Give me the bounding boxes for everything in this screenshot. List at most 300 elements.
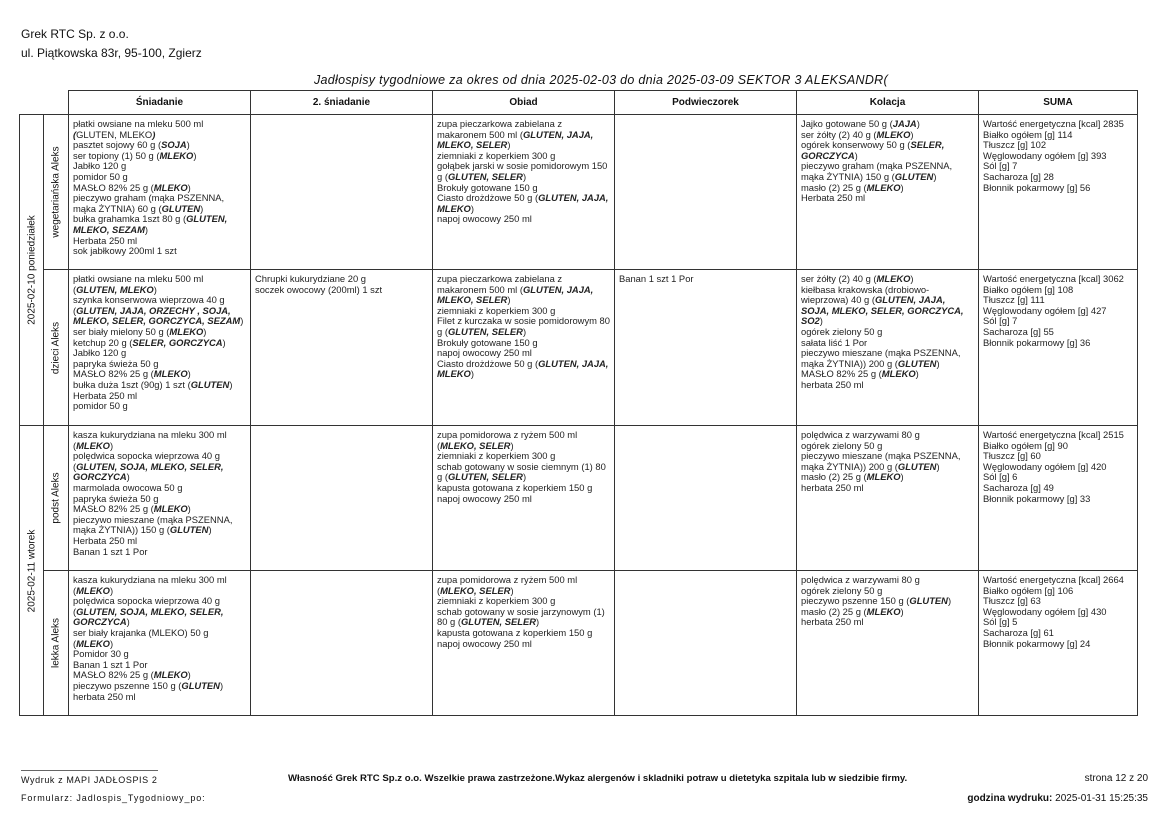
meal-item-text: kasza kukurydziana na mleku 300 ml ( — [73, 429, 227, 451]
meal-item-text: pieczywo mieszane (mąka PSZENNA, mąka ŻYTNIA)) 150 g ( — [73, 513, 233, 536]
meal-item-text: ) — [187, 503, 191, 515]
column-header-suma: SUMA — [979, 91, 1138, 115]
meal-item-text: pieczywo pszenne 150 g ( — [73, 679, 182, 691]
meal-item — [801, 285, 974, 327]
meal-item-text: Sól [g] 5 — [983, 616, 1018, 628]
meal-item-text: ) — [187, 368, 191, 380]
day-cell — [20, 426, 44, 716]
allergen-list: MLEKO, SELER — [440, 439, 511, 451]
meal-item-text: Jabłko 120 g — [73, 160, 127, 172]
column-header-sniadanie: Śniadanie — [69, 91, 251, 115]
meal-item-text: MASŁO 82% 25 g ( — [801, 368, 882, 380]
meal-item — [801, 161, 974, 182]
meal-item-text: Herbata 250 ml — [73, 389, 138, 401]
meal-item-text: ) — [240, 315, 244, 327]
company-header — [21, 25, 202, 63]
meal-item-text: Wartość energetyczna [kcal] 2835 — [983, 118, 1124, 129]
meal-item-text: Białko ogółem [g] 108 — [983, 283, 1074, 295]
meal-item-text: herbata 250 ml — [801, 481, 864, 493]
meal-item-text: soczek owocowy (200ml) 1 szt — [255, 283, 383, 295]
allergen-list: GLUTEN — [909, 595, 948, 607]
meal-cell-obiad — [433, 571, 615, 716]
meal-item — [437, 161, 610, 182]
ownership-note: Własność Grek RTC Sp.z o.o. Wszelkie prawa zastrzeżone.Wykaz alergenów i skladniki potraw u dietetyka szpitala lub w siedzibie firmy. — [288, 773, 908, 784]
meal-item — [73, 628, 246, 649]
meal-item-text: ) — [819, 315, 823, 327]
nutrition-value — [983, 183, 1133, 194]
meal-item-text: MASŁO 82% 25 g ( — [73, 181, 154, 193]
nutrition-value — [983, 338, 1133, 349]
meal-item — [73, 193, 246, 214]
allergen-list: GLUTEN, SOJA, MLEKO, SELER, GORCZYCA — [73, 605, 224, 628]
allergen-list: GLUTEN — [190, 378, 230, 390]
meal-item-text: ) — [219, 679, 224, 691]
meal-item — [437, 430, 610, 451]
meal-item-text: pieczywo pszenne 150 g ( — [801, 595, 910, 607]
allergen-list: GLUTEN, SOJA, MLEKO, SELER, GORCZYCA — [73, 460, 224, 483]
meal-item-text: Herbata 250 ml — [73, 534, 138, 546]
allergen-list: MLEKO — [881, 368, 916, 380]
meal-item-text: ) — [522, 170, 527, 182]
meal-item — [73, 401, 246, 412]
meal-item — [619, 274, 792, 285]
diet-label: podst Aleks — [50, 472, 62, 524]
meal-item-text: Błonnik pokarmowy [g] 24 — [983, 637, 1091, 649]
allergen-list: GLUTEN — [894, 170, 934, 182]
meal-item-text: masło (2) 25 g ( — [801, 181, 867, 193]
meal-item-text: marmolada owocowa 50 g — [73, 481, 183, 493]
footer-print-info — [21, 770, 206, 804]
meal-item-text: MASŁO 82% 25 g ( — [73, 669, 154, 681]
meal-item-text: ser biały mielony 50 g ( — [73, 325, 170, 337]
diet-cell — [44, 571, 69, 716]
meal-item-text: Węglowodany ogółem [g] 420 — [983, 460, 1107, 472]
meal-item-text: ) — [854, 149, 858, 161]
allergen-list: MLEKO, SELER — [440, 584, 511, 596]
meal-item-text: ser żółty (2) 40 g ( — [801, 273, 877, 284]
meal-cell-kolacja — [797, 270, 979, 426]
meal-item-text: Wartość energetyczna [kcal] 3062 — [983, 273, 1124, 284]
meal-item — [73, 246, 246, 257]
meal-item-text: ogórek zielony 50 g — [801, 439, 883, 451]
meal-item-text: szynka konserwowa wieprzowa 40 g ( — [73, 294, 225, 316]
meal-item — [73, 596, 246, 628]
meal-item — [437, 575, 610, 596]
meal-item — [437, 119, 610, 151]
meal-item-text: ) — [203, 325, 207, 337]
meal-item-text: ) — [915, 368, 919, 380]
meal-item — [73, 692, 246, 703]
allergen-list: GLUTEN, JAJA, MLEKO — [437, 192, 609, 214]
meal-item-text: ) — [900, 181, 904, 193]
meal-item-text: ) — [900, 605, 904, 617]
meal-cell-sniadanie — [69, 426, 251, 571]
day-cell — [20, 115, 44, 426]
meal-item-text: Sacharoza [g] 61 — [983, 626, 1054, 638]
meal-item-text: sok jabłkowy 200ml 1 szt — [73, 245, 177, 257]
meal-item-text: Jabłko 120 g — [73, 347, 127, 359]
meal-item-text: ) — [522, 471, 527, 483]
table-row — [20, 270, 1138, 426]
allergen-list: MLEKO — [876, 273, 911, 284]
day-label: 2025-02-10 poniedziałek — [26, 215, 37, 325]
meal-item-text: ser żółty (2) 40 g ( — [801, 128, 877, 140]
meal-item-text: ) — [507, 139, 511, 151]
allergen-list: GLUTEN — [161, 202, 201, 214]
diet-cell — [44, 426, 69, 571]
form-name: Formularz: Jadlospis_Tygodniowy_po: — [21, 793, 206, 803]
meal-item — [437, 316, 610, 337]
meal-item-text: ser topiony (1) 50 g ( — [73, 149, 160, 161]
meal-item — [801, 483, 974, 494]
meal-item-text: ) — [900, 471, 904, 483]
meal-item-text: Filet z kurczaka w sosie pomidorowym 80 g ( — [437, 315, 610, 337]
meal-item-text: ) — [507, 294, 511, 306]
allergen-list: MLEKO — [866, 605, 901, 617]
meal-item — [73, 430, 246, 451]
meal-item-text: pieczywo graham (mąka PSZENNA, mąka ŻYTNIA) 60 g ( — [73, 192, 225, 214]
meal-item — [73, 295, 246, 327]
meal-item-text: gołąbek jarski w sosie pomidorowym 150 g ( — [437, 160, 608, 182]
meal-item-text: schab gotowany w sosie ciemnym (1) 80 g ( — [437, 460, 606, 483]
meal-item-text: Błonnik pokarmowy [g] 33 — [983, 492, 1091, 504]
meal-item-text: Jajko gotowane 50 g ( — [801, 118, 893, 129]
meal-item — [801, 617, 974, 628]
table-row — [20, 426, 1138, 571]
meal-cell-drugie-sniadanie — [251, 270, 433, 426]
meal-item-text: Sacharoza [g] 49 — [983, 481, 1054, 493]
allergen-list: GLUTEN, JAJA, MLEKO, SELER — [437, 283, 594, 306]
meal-item-text: Ciasto drożdżowe 50 g ( — [437, 357, 539, 369]
meal-item-text: Białko ogółem [g] 90 — [983, 439, 1068, 451]
meal-item-text: ) — [470, 202, 474, 214]
nutrition-summary-cell — [979, 426, 1138, 571]
meal-cell-obiad — [433, 426, 615, 571]
meal-item-text: Tłuszcz [g] 60 — [983, 450, 1041, 462]
meal-item-text: polędwica sopocka wieprzowa 40 g ( — [73, 450, 220, 472]
meal-item-text: Brokuły gotowane 150 g — [437, 336, 538, 348]
meal-item-text: Węglowodany ogółem [g] 430 — [983, 605, 1107, 617]
meal-item-text: napoj owocowy 250 ml — [437, 492, 532, 504]
meal-item-text: napoj owocowy 250 ml — [437, 637, 532, 649]
allergen-list: MLEKO — [76, 439, 110, 451]
meal-item-text: ) — [109, 584, 114, 596]
meal-item-text: pasztet sojowy 60 g ( — [73, 139, 162, 151]
meal-item-text: sałata liść 1 Por — [801, 336, 868, 348]
allergen-list: GLUTEN — [181, 679, 220, 691]
allergen-list: MLEKO — [76, 637, 110, 649]
meal-item-text: ) — [470, 368, 474, 380]
allergen-list: GLUTEN, SELER — [447, 170, 523, 182]
meal-item-text: Banan 1 szt 1 Por — [619, 273, 694, 284]
column-header-kolacja: Kolacja — [797, 91, 979, 115]
meal-item-text: ) — [910, 128, 914, 140]
meal-item — [801, 380, 974, 391]
meal-item-text: ) — [222, 336, 226, 348]
meal-item-text: napoj owocowy 250 ml — [437, 213, 532, 225]
allergen-list: MLEKO — [866, 181, 901, 193]
meal-item-text: ketchup 20 g ( — [73, 336, 133, 348]
nutrition-summary-cell — [979, 270, 1138, 426]
meal-item — [73, 547, 246, 558]
meal-item — [73, 575, 246, 596]
meal-item — [73, 274, 246, 295]
allergen-list: GLUTEN, JAJA, MLEKO, SELER — [437, 128, 594, 151]
meal-item-text: ) — [200, 202, 204, 214]
meal-item-text: ) — [510, 439, 514, 451]
diet-label: wegetariańska Aleks — [50, 146, 62, 238]
meal-item-text: masło (2) 25 g ( — [801, 605, 867, 617]
allergen-list: MLEKO — [169, 325, 204, 337]
meal-item-text: Pomidor 30 g — [73, 648, 129, 660]
meal-item — [437, 214, 610, 225]
meal-cell-sniadanie — [69, 571, 251, 716]
allergen-list: SOJA — [161, 139, 187, 151]
meal-item-text: Banan 1 szt 1 Por — [73, 545, 148, 557]
nutrition-value — [983, 494, 1133, 505]
meal-item-text: zupa pomidorowa z ryżem 500 ml ( — [437, 574, 578, 596]
meal-item-text: herbata 250 ml — [801, 378, 864, 390]
meal-item-text: Tłuszcz [g] 111 — [983, 294, 1045, 306]
meal-item-text: ) — [144, 223, 148, 235]
allergen-list: GLUTEN — [897, 460, 937, 472]
meal-item-text: polędwica sopocka wieprzowa 40 g ( — [73, 595, 220, 617]
meal-item-text: ) — [229, 378, 233, 390]
meal-item-text: ) — [187, 669, 191, 681]
print-time — [967, 793, 1148, 804]
meal-item-text: Herbata 250 ml — [73, 234, 138, 246]
allergen-list: ) — [152, 128, 156, 140]
meal-item-text: MASŁO 82% 25 g ( — [73, 368, 154, 380]
meal-item-text: ) — [522, 325, 527, 337]
meal-cell-kolacja — [797, 426, 979, 571]
meal-item-text: płatki owsiane na mleku 500 ml — [73, 118, 204, 129]
meal-item-text: ) — [126, 616, 130, 628]
meal-item-text: ) — [186, 139, 190, 151]
meal-item-text: ) — [187, 181, 191, 193]
meal-item-text: Białko ogółem [g] 114 — [983, 128, 1073, 140]
meal-item — [437, 639, 610, 650]
meal-item-text: zupa pomidorowa z ryżem 500 ml ( — [437, 429, 578, 451]
table-header-row — [20, 91, 1138, 115]
meal-item — [437, 274, 610, 306]
nutrition-summary-cell — [979, 571, 1138, 716]
meal-item-text: zupa pieczarkowa zabielana z makaronem 500 ml ( — [437, 273, 563, 295]
meal-cell-obiad — [433, 270, 615, 426]
diet-cell — [44, 115, 69, 270]
meal-item — [437, 462, 610, 483]
meal-cell-podwieczorek — [615, 115, 797, 270]
meal-item-text: bułka duża 1szt (90g) 1 szt ( — [73, 378, 191, 390]
meal-item-text: Sól [g] 7 — [983, 160, 1018, 172]
company-address: ul. Piątkowska 83r, 95-100, Zgierz — [21, 46, 202, 60]
allergen-list: GLUTEN — [169, 524, 209, 536]
column-header-obiad: Obiad — [433, 91, 615, 115]
meal-item-text: herbata 250 ml — [801, 616, 864, 628]
allergen-list: GLUTEN, JAJA, MLEKO — [437, 357, 609, 380]
meal-item-text: Sacharoza [g] 55 — [983, 325, 1054, 337]
meal-item — [437, 494, 610, 505]
allergen-list: ( — [73, 128, 77, 140]
meal-item-text: ) — [109, 439, 114, 451]
diet-label: dzieci Aleks — [50, 321, 62, 374]
meal-item-text: Sól [g] 6 — [983, 471, 1018, 483]
page-title: Jadłospisy tygodniowe za okres od dnia 2025-02-03 do dnia 2025-03-09 SEKTOR 3 ALEKSANDR( — [314, 73, 888, 87]
meal-item-text: schab gotowany w sosie jarzynowym (1) 80 g ( — [437, 605, 605, 628]
meal-item — [73, 515, 246, 536]
diet-cell — [44, 270, 69, 426]
allergen-list: GLUTEN — [897, 357, 937, 369]
meal-cell-obiad — [433, 115, 615, 270]
meal-item-text: ) — [936, 357, 940, 369]
meal-item-text: Błonnik pokarmowy [g] 56 — [983, 181, 1091, 193]
meal-item-text: ziemniaki z koperkiem 300 g — [437, 149, 556, 161]
meal-cell-drugie-sniadanie — [251, 115, 433, 270]
meal-item-text: pomidor 50 g — [73, 400, 128, 412]
meal-item-text: MASŁO 82% 25 g ( — [73, 503, 154, 515]
meal-item — [255, 285, 428, 296]
meal-item-text: ) — [910, 273, 914, 284]
meal-item — [801, 451, 974, 472]
diet-label: lekka Aleks — [50, 617, 62, 669]
meal-item-text: Tłuszcz [g] 63 — [983, 595, 1041, 607]
meal-item — [801, 193, 974, 204]
meal-item-text: napoj owocowy 250 ml — [437, 347, 532, 359]
allergen-list: JAJA — [892, 118, 917, 129]
meal-cell-kolacja — [797, 115, 979, 270]
allergen-list: GLUTEN, SELER — [460, 616, 536, 628]
meal-item-text: ) — [933, 170, 937, 182]
meal-item-text: ogórek zielony 50 g — [801, 325, 883, 337]
meal-cell-kolacja — [797, 571, 979, 716]
meal-item — [801, 140, 974, 161]
meal-item-text: ogórek konserwowy 50 g ( — [801, 139, 911, 151]
table-row — [20, 115, 1138, 270]
meal-item-text: Ciasto drożdżowe 50 g ( — [437, 192, 539, 204]
meal-item-text: ziemniaki z koperkiem 300 g — [437, 450, 556, 462]
column-header-drugie-sniadanie: 2. śniadanie — [251, 91, 433, 115]
print-time-label: godzina wydruku: — [967, 793, 1053, 804]
meal-item-text: pieczywo mieszane (mąka PSZENNA, mąka ŻYTNIA)) 200 g ( — [801, 450, 961, 472]
allergen-list: MLEKO — [153, 669, 188, 681]
meal-item-text: Banan 1 szt 1 Por — [73, 658, 148, 670]
meal-item-text: ) — [536, 616, 540, 628]
meal-item-text: ) — [947, 595, 952, 607]
meal-item-text: ) — [126, 471, 130, 483]
meal-item — [801, 348, 974, 369]
meal-item-text: ogórek zielony 50 g — [801, 584, 883, 596]
meal-item-text: Sacharoza [g] 28 — [983, 170, 1054, 182]
meal-item-text: Węglowodany ogółem [g] 393 — [983, 149, 1107, 161]
meal-item — [437, 607, 610, 628]
meal-item-text: papryka świeża 50 g — [73, 492, 159, 504]
meal-item-text: Wartość energetyczna [kcal] 2664 — [983, 574, 1124, 585]
meal-item-text: Białko ogółem [g] 106 — [983, 584, 1074, 596]
meal-item-text: kapusta gotowana z koperkiem 150 g — [437, 481, 593, 493]
meal-item-text: herbata 250 ml — [73, 690, 136, 702]
meal-item-text: Chrupki kukurydziane 20 g — [255, 273, 366, 284]
allergen-list: MLEKO — [76, 584, 110, 596]
meal-item-text: zupa pieczarkowa zabielana z makaronem 500 ml ( — [437, 118, 563, 140]
meal-item-text: ) — [193, 149, 197, 161]
meal-item — [437, 359, 610, 380]
allergen-list: MLEKO — [866, 471, 901, 483]
company-name: Grek RTC Sp. z o.o. — [21, 27, 129, 41]
meal-item-text: ) — [153, 283, 157, 295]
nutrition-summary-cell — [979, 115, 1138, 270]
meal-item-text: ) — [208, 524, 212, 536]
allergen-list: GLUTEN, SELER — [447, 471, 523, 483]
meal-item-text: Sól [g] 7 — [983, 315, 1018, 327]
allergen-list: GLUTEN, MLEKO, SEZAM — [73, 213, 228, 235]
meal-cell-sniadanie — [69, 270, 251, 426]
meal-cell-podwieczorek — [615, 571, 797, 716]
meal-item-text: kiełbasa krakowska (drobiowo-wieprzowa) 40 g ( — [801, 283, 930, 306]
meal-cell-podwieczorek — [615, 426, 797, 571]
meal-cell-drugie-sniadanie — [251, 426, 433, 571]
meal-item-text: GLUTEN, MLEKO — [76, 128, 153, 140]
meal-item-text: masło (2) 25 g ( — [801, 471, 867, 483]
meal-item-text: pieczywo mieszane (mąka PSZENNA, mąka ŻYTNIA)) 200 g ( — [801, 347, 961, 369]
meal-item — [73, 451, 246, 483]
allergen-list: GLUTEN, JAJA, SOJA, MLEKO, SELER, GORCZYCA, SO2 — [801, 294, 964, 327]
day-label: 2025-02-11 wtorek — [26, 529, 37, 612]
meal-item-text: ziemniaki z koperkiem 300 g — [437, 304, 556, 316]
allergen-list: SELER, GORCZYCA — [801, 139, 945, 161]
print-time-value: 2025-01-31 15:25:35 — [1052, 793, 1148, 804]
allergen-list: GLUTEN, JAJA, ORZECHY , SOJA, MLEKO, SELER, GORCZYCA, SEZAM — [73, 304, 241, 327]
meal-item-text: Wartość energetyczna [kcal] 2515 — [983, 429, 1124, 440]
meal-item — [437, 193, 610, 214]
allergen-list: GLUTEN, SELER — [447, 325, 523, 337]
meal-item-text: Węglowodany ogółem [g] 427 — [983, 304, 1107, 316]
meal-item-text: Herbata 250 ml — [801, 192, 866, 204]
meal-item-text: Błonnik pokarmowy [g] 36 — [983, 336, 1091, 348]
meal-item — [73, 119, 246, 140]
allergen-list: MLEKO — [876, 128, 911, 140]
nutrition-value — [983, 639, 1133, 650]
column-header-podwieczorek: Podwieczorek — [615, 91, 797, 115]
allergen-list: MLEKO — [153, 368, 188, 380]
meal-item-text: bułka grahamka 1szt 80 g ( — [73, 213, 187, 225]
table-row — [20, 571, 1138, 716]
meal-cell-sniadanie — [69, 115, 251, 270]
meal-item-text: papryka świeża 50 g — [73, 357, 159, 369]
allergen-list: MLEKO — [153, 503, 188, 515]
meal-item-text: pieczywo graham (mąka PSZENNA, mąka ŻYTNIA) 150 g ( — [801, 160, 953, 182]
allergen-list: GLUTEN, MLEKO — [76, 283, 154, 295]
meal-item-text: Tłuszcz [g] 102 — [983, 139, 1047, 151]
meal-item-text: ser biały krajanka (MLEKO) 50 g ( — [73, 626, 209, 649]
meal-item-text: ) — [936, 460, 940, 472]
meal-item-text: polędwica z warzywami 80 g — [801, 574, 920, 585]
meal-item-text: pomidor 50 g — [73, 170, 128, 182]
allergen-list: MLEKO — [159, 149, 194, 161]
meal-item-text: ) — [916, 118, 920, 129]
meal-item-text: ziemniaki z koperkiem 300 g — [437, 595, 556, 607]
meal-item-text: Brokuły gotowane 150 g — [437, 181, 538, 193]
meal-item — [73, 214, 246, 235]
meal-item-text: płatki owsiane na mleku 500 ml ( — [73, 273, 204, 295]
meal-item-text: ) — [510, 584, 514, 596]
allergen-list: SELER, GORCZYCA — [132, 336, 223, 348]
menu-table — [19, 90, 1138, 716]
meal-item-text: kasza kukurydziana na mleku 300 ml ( — [73, 574, 227, 596]
meal-item-text: kapusta gotowana z koperkiem 150 g — [437, 626, 593, 638]
meal-cell-drugie-sniadanie — [251, 571, 433, 716]
print-source: Wydruk z MAPI JADŁOSPIS 2 — [21, 775, 158, 785]
allergen-list: MLEKO — [153, 181, 188, 193]
